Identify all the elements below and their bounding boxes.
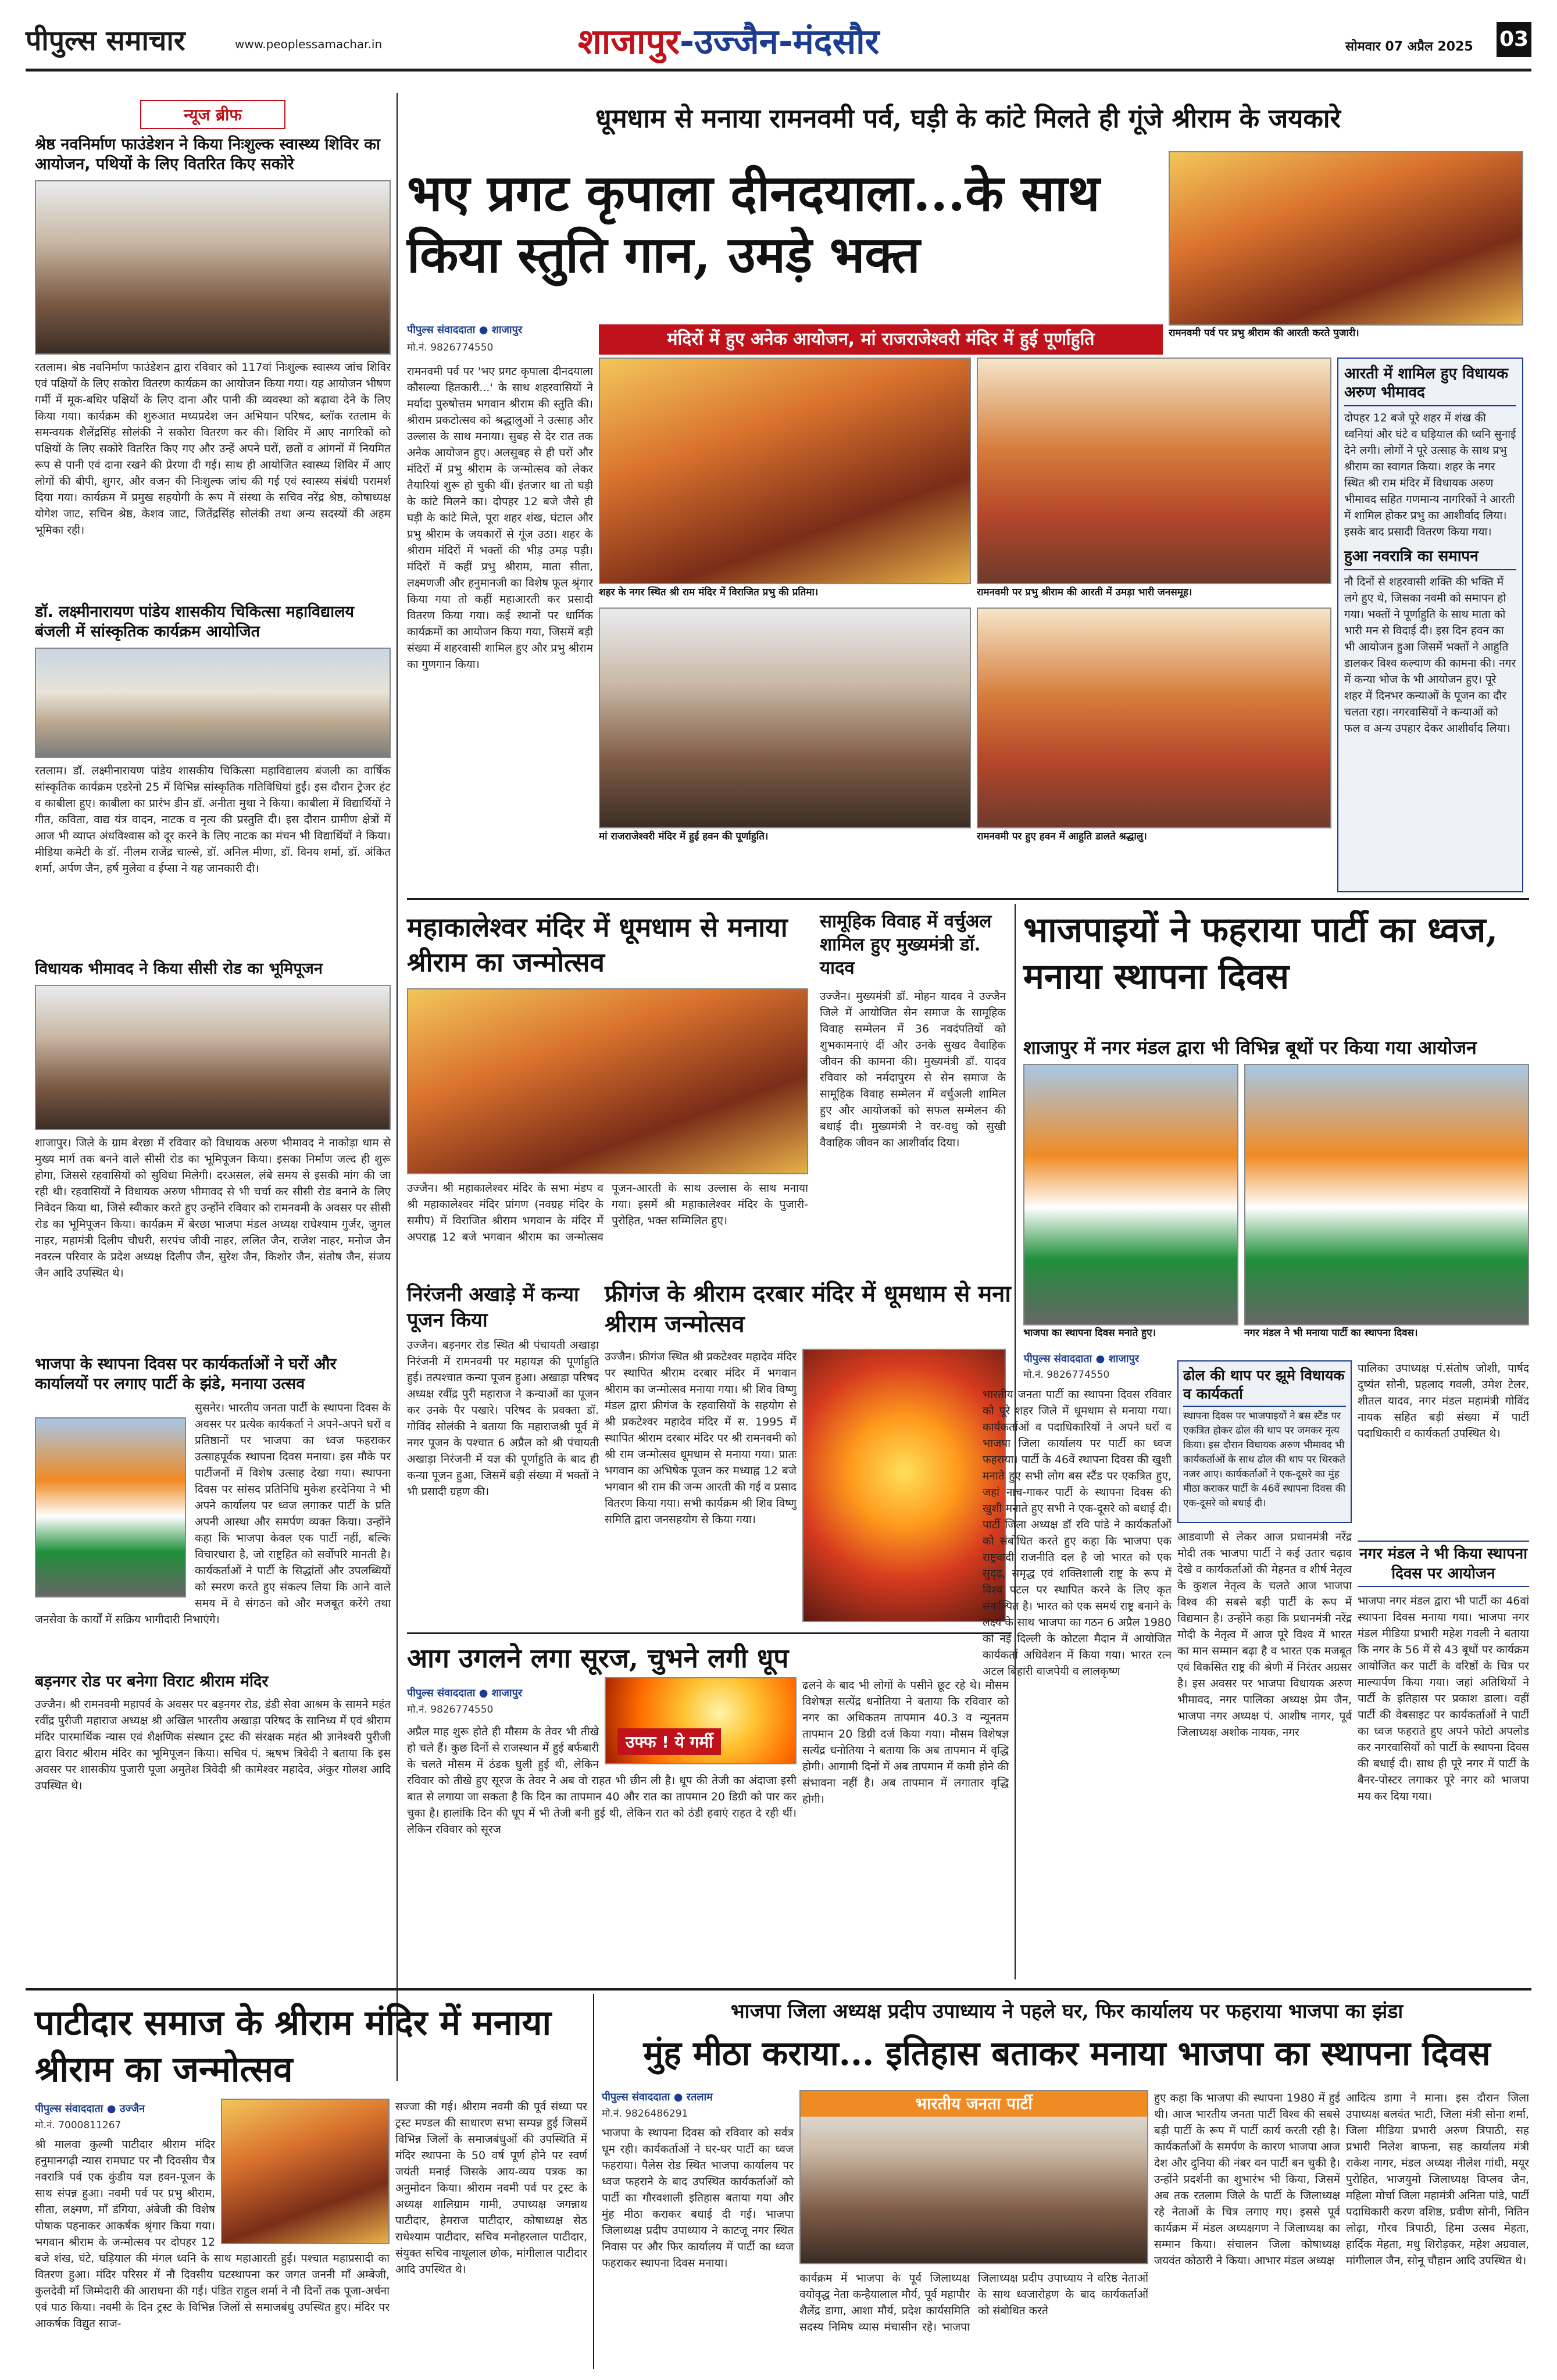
news-brief-column xyxy=(35,100,391,2245)
bjp-byline-name: पीपुल्स संवाददाता xyxy=(1023,1353,1092,1365)
lead-mobile: मो.नं. 9826774550 xyxy=(407,342,494,353)
lead-photo-bottom-right xyxy=(977,607,1331,828)
lead-photo-mid-right xyxy=(977,358,1331,584)
freeganj-photo xyxy=(802,1349,1006,1622)
patidar-headline: पाटीदार समाज के श्रीराम मंदिर में मनाया श्रीराम का जन्मोत्सव xyxy=(35,2003,551,2090)
lead-caption-bottom-right: रामनवमी पर हुए हवन में आहुति डालते श्रद्धालु। xyxy=(977,831,1147,842)
bjp-caption-left: भाजपा का स्थापना दिवस मनाते हुए। xyxy=(1023,1327,1156,1339)
patidar-byline-place: उज्जैन xyxy=(119,2103,145,2115)
freeganj-body: उज्जैन। फ्रीगंज स्थित श्री प्रकटेश्वर महादेव मंदिर पर स्थापित श्रीराम दरबार मंदिर में भगवान श्रीराम का जन्मोत्सव मनाया गया। श्री शिव विष्णु मंडल द्वारा फ्रीगंज के रहवासियों के सहयोग से श्री प्रकटेश्वर महादेव मंदिर में स. 1995 में स्थापित श्रीराम दरबार मंदिर पर श्री रामनवमी को श्री राम जन्मोत्सव धूमधाम से मनाया गया। प्रातः भगवान का अभिषेक पूजन कर मध्याह्न 12 बजे भगवान श्री राम की जन्म आरती की गई व प्रसाद वितरण किया गया। सभी कार्यक्रम श्री शिव विष्णु समिति द्वारा जनसहयोग से किया गया। xyxy=(605,1350,797,1526)
patidar-body-col1-text: श्री मालवा कुल्मी पाटीदार श्रीराम मंदिर हनुमानगढ़ी न्यास रामघाट पर नौ दिवसीय चैत्र नवरात्रि पर्व एक कुंडीय यज्ञ हवन-पूजन के साथ संपन्न हुआ। नवमी पर्व पर प्रभु श्रीराम, सीता, लक्ष्मण, माँ डंगिया, अंबेजी की विशेष पोषाक पहनाकर आकर्षक श्रृंगार किया गया। भगवान श्रीराम के जन्मोत्सव पर दोपहर 12 बजे शंख, घंटे, घड़ियाल की मंगल ध्वनि के साथ महाआरती हुई। पश्चात महाप्रसादी का वितरण हुआ। मंदिर परिसर में नौ दिवसीय घटस्थापना कर जगत जननी माँ अम्बेजी, कुलदेवी माँ जिम्मेदारी की आराधना की गई। पंडित राहुल शर्मा ने नौ दिनों तक पूजा-अर्चना एवं पाठ किया। नवमी के दिन ट्रस्ट के विभिन्न जिलों से समाजबंधु उपस्थित हुए। मंदिर पर आकर्षक विद्युत साज- xyxy=(35,2138,390,2330)
bjp-box-dhol xyxy=(1177,1360,1352,1523)
side-box-title2: हुआ नवरात्रि का समापन xyxy=(1344,547,1516,570)
brief5-body: उज्जैन। श्री रामनवमी महापर्व के अवसर पर बड़नगर रोड, डंडी सेवा आश्रम के सामने महंत रवींद्र पुरीजी महाराज अध्यक्ष श्री अखिल भारतीय अखाड़ा परिषद के सानिध्य में एवं श्रीराम मंदिर पारमार्थिक न्यास एवं शैक्षणिक संस्थान ट्रस्ट की संरक्षक महंत श्री ज्ञानेश्वरी पुरीजी द्वारा विराट श्रीराम मंदिर का भूमिपूजन किया। सचिव पं. ऋषभ त्रिवेदी ने बताया कि इस अवसर पर शासकीय पुजारी पूजा अमुतेश त्रिवेदी श्री कामेश्वर महादेव, अंकुर गोलश आदि उपस्थित थे। xyxy=(35,1698,391,1792)
lead-caption-bottom-left: मां राजराजेश्वरी मंदिर में हुई हवन की पूर्णाहुति। xyxy=(599,831,769,842)
lead-body: रामनवमी पर्व पर 'भए प्रगट कृपाला दीनदयाला कौसल्या हितकारी...' के साथ शहरवासियों ने मर्यादा पुरुषोत्तम भगवान श्रीराम की स्तुति की। श्रीराम प्रकटोत्सव को श्रद्धालुओं ने उत्साह और उल्लास के साथ मनाया। सुबह से देर रात तक अनेक आयोजन हुए। अलसुबह से ही घरों और मंदिरों में प्रभु श्रीराम के जन्मोत्सव को लेकर तैयारियां शुरू हो चुकी थीं। इंतजार था तो घड़ी के कांटे मिलने का। दोपहर 12 बजे जैसे ही घड़ी के कांटे मिले, पूरा शहर शंख, घंटाल और प्रभु श्रीराम के जयकारों से गूंज उठा। शहर के श्रीराम मंदिरों में भक्तों की भीड़ उमड़ पड़ी। मंदिरों में कहीं प्रभु श्रीराम, माता सीता, लक्ष्मणजी और हनुमानजी का विशेष फूल श्रृंगार किया गया तो कहीं महाआरती कर प्रसादी वितरण किया गया। कई स्थानों पर धार्मिक कार्यक्रमों का आयोजन किया गया, जिसमें बड़ी संख्या में शहरवासी शामिल हुए और प्रभु श्रीराम का गुणगान किया। xyxy=(407,365,593,671)
heat-byline: पीपुल्स संवाददाता ● शाजापुर xyxy=(407,1687,523,1699)
heat-body-left-text: अप्रैल माह शुरू होते ही मौसम के तेवर भी तीखे हो चले हैं। कुछ दिनों से राजस्थान में हुई बर्फबारी के चलते मौसम में ठंडक घुली हुई थी, लेकिन रविवार को तीखे हुए सूरज के तेवर ने अब वो राहत भी छीन ली है। धूप की तेजी का अंदाजा इसी बात से लगाया जा सकता है कि दिन का तापमान 40 और रात का तापमान 20 डिग्री को पार कर चुका है। हालांकि दिन की धूप में भी तेजी बनी हुई थी, लेकिन रात को ठंडी हवाएं राहत दे रही थीं। लेकिन रविवार को सूरज xyxy=(407,1725,797,1836)
ratlam-photo-banner: भारतीय जनता पार्टी xyxy=(801,2091,1147,2117)
mahakal-body: उज्जैन। श्री महाकालेश्वर मंदिर के सभा मंडप व श्री महाकालेश्वर मंदिर प्रांगण (नवग्रह मंदिर के समीप) में विराजित श्रीराम भगवान के मंदिर में अपराह्न 12 बजे भगवान श्रीराम का जन्मोत्सव पूजन-आरती के साथ उल्लास के साथ मनाया गया। इसमें श्री महाकालेश्वर मंदिर के पुजारी-पुरोहित, भक्त सम्मिलित हुए। xyxy=(407,1182,808,1243)
bjp-body-col2: आडवाणी से लेकर आज प्रधानमंत्री नरेंद्र मोदी तक भाजपा पार्टी ने कई उतार चढ़ाव देखे व कार्यकर्ताओं की मेहनत व शीर्ष नेतृत्व के कुशल नेतृत्व के चलते आज भाजपा विश्व की सबसे बड़ी पार्टी के रूप में विद्यमान है। उन्होंने कहा कि प्रधानमंत्री नरेंद्र मोदी के नेतृत्व में आज पूरे विश्व में भारत का मान सम्मान बढ़ा है व भारत एक मजबूत एवं विकसित राष्ट्र की श्रेणी में निरंतर अग्रसर है। इस अवसर पर भाजपा विधायक अरुण भीमावद, नगर पालिका अध्यक्ष प्रेम जैन, भाजपा नगर अध्यक्ष पं. आशीष नागर, पूर्व जिलाध्यक्ष अशोक नायक, नगर xyxy=(1177,1531,1352,1739)
brief5-headline: बड़नगर रोड पर बनेगा विराट श्रीराम मंदिर xyxy=(35,1673,269,1691)
mahakal-headline: महाकालेश्वर मंदिर में धूमधाम से मनाया श्रीराम का जन्मोत्सव xyxy=(407,912,788,978)
niranjani-headline: निरंजनी अखाड़े में कन्या पूजन किया xyxy=(407,1283,579,1332)
lead-photo-mid-left xyxy=(599,358,971,584)
news-brief-label: न्यूज ब्रीफ xyxy=(140,100,285,129)
brief2-body: रतलाम। डॉ. लक्ष्मीनारायण पांडेय शासकीय चिकित्सा महाविद्यालय बंजली का वार्षिक सांस्कृतिक कार्यक्रम एडरेनो 25 में विभिन्न सांस्कृतिक गतिविधियां हुईं। इस दौरान ट्रेजर हंट व काबीला हुए। काबीला का प्रारंभ डीन डॉ. अनीता मुथा ने किया। काबीला में विद्यार्थियों ने गीत, कविता, वाद्य यंत्र वादन, नाटक व नृत्य की प्रस्तुति दी। इस दौरान ग्रामीण क्षेत्रों में आज भी व्याप्त अंधविश्वास को दूर करने के लिए नाटक का मंचन भी विद्यार्थियों ने किया। मीडिया कमेटी के डॉ. नीलम राजेंद्र चाल्से, डॉ. अनिल मीणा, डॉ. विनय शर्मा, डॉ. अंकित शर्मा, अर्पण जैन, हर्ष मुलेवा व ईप्सा ने यह जानकारी दी। xyxy=(35,764,391,875)
brief3-body: शाजापुर। जिले के ग्राम बेरछा में रविवार को विधायक अरुण भीमावद ने नाकोड़ा धाम से मुख्य मार्ग तक बनने वाले सीसी रोड का भूमिपूजन किया। इसका निर्माण जल्द ही शुरू होगा, जिससे रहवासियों को सुविधा मिलेगी। दरअसल, लंबे समय से इसकी मांग की जा रही थी। रहवासियों ने विधायक अरुण भीमावद से भी चर्चा कर सीसी रोड बनाने के लिए निवेदन किया था, जिसे स्वीकार करते हुए उन्होंने रविवार को रामनवमी के अवसर पर सीसी रोड का भूमिपूजन किया। कार्यक्रम में बेरछा भाजपा मंडल अध्यक्ष राधेश्याम गुर्जर, जुगल नाहर, महामंत्री दिलीप चौधरी, सरपंच जीवी नाहर, ललित जैन, राजेश नाहर, मनोज जैन नवरत्न परिवार के प्रदेश अध्यक्ष दिलीप जैन, सुरेश जैन, किशोर जैन, संतोष जैन, संजय जैन आदि उपस्थित थे। xyxy=(35,1137,391,1280)
patidar-byline: पीपुल्स संवाददाता ● उज्जैन xyxy=(35,2103,145,2115)
ratlam-body-col1: भाजपा के स्थापना दिवस को रविवार को सर्वत्र धूम रही। कार्यकर्ताओं ने घर-घर पार्टी का ध्वज फहराया। पैलेस रोड स्थित भाजपा कार्यालय पर ध्वज फहराने के बाद उपस्थित कार्यकर्ताओं को पार्टी का गौरवशाली इतिहास बताया गया और मुंह मीठा कराकर बधाई दी गई। भाजपा जिलाध्यक्ष प्रदीप उपाध्याय ने काटजू नगर स्थित निवास पर और फिर कार्यालय में पार्टी का ध्वज फहराकर स्थापना दिवस मनाया। xyxy=(602,2127,794,2270)
paper-logo: पीपुल्स समाचार xyxy=(26,24,185,57)
brief1-headline: श्रेष्ठ नवनिर्माण फाउंडेशन ने किया निःशुल्क स्वास्थ्य शिविर का आयोजन, पथियों के लिए वितरित किए सकोरे xyxy=(35,135,381,173)
freeganj-headline: फ्रीगंज के श्रीराम दरबार मंदिर में धूमधाम से मना श्रीराम जन्मोत्सव xyxy=(605,1280,1011,1338)
mahakal-photo xyxy=(407,988,808,1174)
side-box-body2: नौ दिनों से शहरवासी शक्ति की भक्ति में लगे हुए थे, जिसका नवमी को समापन हो गया। भक्तों ने पूर्णाहुति के साथ माता को भारी मन से विदाई दी। इस दिन हवन का भी आयोजन हुआ जिसमें भक्तों ने आहुति डालकर विश्व कल्याण की कामना की। नगर में कन्या भोज के भी आयोजन हुए। पूरे शहर में दिनभर कन्याओं के पूजन का दौर चलता रहा। नगरवासियों ने कन्याओं को फल व अन्य उपहार देकर आशीर्वाद लिया। xyxy=(1344,576,1516,735)
lead-headline: भए प्रगट कृपाला दीनदयाला...के साथ किया स्तुति गान, उमड़े भक्त xyxy=(407,164,1100,284)
brief4-block xyxy=(35,1400,391,1667)
vivah-body: उज्जैन। मुख्यमंत्री डॉ. मोहन यादव ने उज्जैन जिले में आयोजित सेन समाज के सामूहिक विवाह सम्मेलन में 36 नवदंपतियों को शुभकामनाएं दीं और उनके सुखद वैवाहिक जीवन की कामना की। मुख्यमंत्री डॉ. यादव रविवार को नर्मदापुरम से सेन समाज के सामूहिक विवाह सम्मेलन में वर्चुअली शामिल हुए और आयोजकों को सफल सम्मेलन की बधाई दी। मुख्यमंत्री ने वर-वधु को सुखी वैवाहिक जीवन का आशीर्वाद दिया। xyxy=(820,990,1006,1149)
section-dash: - xyxy=(680,22,694,62)
heat-headline: आग उगलने लगा सूरज, चुभने लगी धूप xyxy=(407,1642,789,1674)
lead-byline-name: पीपुल्स संवाददाता xyxy=(407,324,476,336)
side-box-title1: आरती में शामिल हुए विधायक अरुण भीमावद xyxy=(1344,364,1516,406)
column-divider xyxy=(397,93,398,2081)
patidar-body-col2: सज्जा की गई। श्रीराम नवमी की पूर्व संध्या पर ट्रस्ट मण्डल की साधारण सभा सम्पन्न हुई जिसमें विभिन्न जिलों के समाजबंधुओं की उपस्थिति में मंदिर स्थापना के 50 वर्ष पूर्ण होने पर स्वर्ण जयंती मनाई जिसके आय-व्यय पत्रक का अनुमोदन किया। श्रीराम नवमी पर्व पर ट्रस्ट के अध्यक्ष शालिग्राम गामी, उपाध्यक्ष जगन्नाथ पाटीदार, हेमराज पाटीदार, कोषाध्यक्ष सेठ राधेश्याम पाटीदार, सचिव मनोहरलाल पाटीदार, संयुक्त सचिव नाथूलाल छोक, मांगीलाल पाटीदार आदि उपस्थित थे। xyxy=(395,2100,587,2276)
ratlam-byline-name: पीपुल्स संवाददाता xyxy=(602,2091,670,2103)
ratlam-kicker: भाजपा जिला अध्यक्ष प्रदीप उपाध्याय ने पहले घर, फिर कार्यालय पर फहराया भाजपा का झंडा xyxy=(730,2000,1404,2023)
ratlam-body-col2: कार्यक्रम में भाजपा के पूर्व जिलाध्यक्ष वयोवृद्ध नेता कन्हैयालाल मौर्य, पूर्व महापौर शैलेंद्र डागा, आशा मौर्य, प्रदेश कार्यसमिति सदस्य निमिष व्यास मंचासीन रहे। भाजपा जिलाध्यक्ष प्रदीप उपाध्याय ने वरिष्ठ नेताओं के साथ ध्वजारोहण के बाद कार्यकर्ताओं को संबोधित करते xyxy=(799,2272,1148,2333)
brief1-body: रतलाम। श्रेष्ठ नवनिर्माण फाउंडेशन द्वारा रविवार को 117वां निःशुल्क स्वास्थ्य जांच शिविर एवं पक्षियों के लिए सकोरा वितरण कार्यक्रम का आयोजन किया गया। यह आयोजन भीषण गर्मी में मूक-बधिर पक्षियों के लिए दाना और पानी की व्यवस्था को बढ़ावा देने के लिए किया गया। कार्यक्रम की शुरुआत मध्यप्रदेश जन अभियान परिषद, ब्लॉक रतलाम के समन्वयक शैलेंद्रसिंह सोलंकी ने सकोरा वितरण कर की। शिविर में आए नागरिकों को पक्षियों के लिए सकोरे वितरित किए गए और उन्हें अपने घरों, छतों व आंगनों में नियमित रूप से पानी एवं दाना रखने की प्रेरणा दी गई। साथ ही आयोजित स्वास्थ्य शिविर में आए लोगों की बीपी, शुगर, और वजन की निःशुल्क जांच की गई एवं स्वास्थ्य संबंधी परामर्श दिया गया। कार्यक्रम में प्रमुख सहयोगी के रूप में संस्था के सचिव नरेंद्र श्रेष्ठ, कोषाध्यक्ष योगेश जाट, सचिन श्रेष्ठ, केशव जाट, जितेंद्रसिंह सोलंकी तथा अन्य सदस्यों की अहम भूमिका रही। xyxy=(35,361,391,537)
lead-caption-mid-left: शहर के नगर स्थित श्री राम मंदिर में विराजित प्रभु की प्रतिमा। xyxy=(599,587,819,598)
bjp-photo-left xyxy=(1023,1064,1238,1325)
brief2-photo xyxy=(35,648,391,758)
lead-side-box xyxy=(1337,358,1523,892)
masthead xyxy=(26,16,1531,70)
bjp-headline: भाजपाइयों ने फहराया पार्टी का ध्वज, मनाया स्थापना दिवस xyxy=(1023,910,1498,997)
lead-byline-place: शाजापुर xyxy=(491,324,523,336)
heat-mobile: मो.नं. 9826774550 xyxy=(407,1704,494,1716)
website[interactable]: www.peoplessamachar.in xyxy=(235,37,383,51)
issue-date: सोमवार 07 अप्रैल 2025 xyxy=(1345,40,1473,54)
lead-subhead: मंदिरों में हुए अनेक आयोजन, मां राजराजेश्वरी मंदिर में हुई पूर्णाहुति xyxy=(599,324,1163,355)
heat-byline-name: पीपुल्स संवाददाता xyxy=(407,1687,476,1699)
brief4-photo xyxy=(35,1417,186,1598)
bjp-photo-right xyxy=(1244,1064,1529,1325)
lead-caption-top-right: रामनवमी पर्व पर प्रभु श्रीराम की आरती करते पुजारी। xyxy=(1169,327,1359,339)
brief3-photo xyxy=(35,985,391,1130)
ratlam-body-col3: हुए कहा कि भाजपा की स्थापना 1980 में हुई थी। आज भारतीय जनता पार्टी विश्व की सबसे बड़ी पार्टी के रूप में पार्टी कार्य करती रही है। कार्यकर्ताओं के समर्पण के कारण भाजपा आज देश और दुनिया की नंबर वन पार्टी बन चुकी है। उन्होंने प्रदर्शनी का शुभारंभ भी किया, जिसमें अब तक रतलाम जिले के पार्टी के जिलाध्यक्ष रहे नेताओं के चित्र लगाए गए। इससे पूर्व कार्यक्रम में मंडल अध्यक्षगण ने जिलाध्यक्ष का सम्मान किया। संचालन जिला कोषाध्यक्ष जयवंत कोठारी ने किया। आभार मंडल अध्यक्ष xyxy=(1154,2092,1340,2267)
lead-caption-mid-right: रामनवमी पर प्रभु श्रीराम की आरती में उमड़ा भारी जनसमूह। xyxy=(977,587,1192,598)
bjp-box2-body: भाजपा नगर मंडल द्वारा भी पार्टी का 46वां स्थापना दिवस मनाया गया। भाजपा नगर मंडल मीडिया प्रभारी महेश गवली ने बताया कि नगर के 56 में से 43 बूथों पर कार्यक्रम आयोजित कर पार्टी के वरिष्ठों के चित्र पर माल्यार्पण किया गया। जहां अतिथियों ने पार्टी के इतिहास पर प्रकाश डाला। वहीं पार्टी की वेबसाइट पर कार्यकर्ताओं ने पार्टी का ध्वज फहराते हुए अपने फोटो अपलोड कर नगरवासियों को पार्टी के स्थापना दिवस की बधाई दी। साथ ही पूरे नगर में पार्टी के बैनर-पोस्टर लगाकर पूरे नगर को भाजपा मय कर दिया गया। xyxy=(1358,1595,1529,1803)
lead-photo-bottom-left xyxy=(599,607,971,828)
brief3-headline: विधायक भीमावद ने किया सीसी रोड का भूमिपूजन xyxy=(35,960,323,978)
bjp-caption-right: नगर मंडल ने भी मनाया पार्टी का स्थापना दिवस। xyxy=(1244,1327,1418,1339)
ratlam-body-col4: आदित्य डागा ने माना। इस दौरान जिला उपाध्यक्ष बलवंत भाटी, जिला मंत्री सोना शर्मा, जिला मीडिया प्रभारी अरुण त्रिपाठी, सह प्रभारी निलेश बाफना, सह कार्यालय मंत्री राकेश नागर, मंडल अध्यक्ष नीलेश गांधी, मयूर पुरोहित, भाजयुमो जिलाध्यक्ष विप्लव जैन, महिला मोर्चा जिला महामंत्री अनिता पांडे, पार्टी पदाधिकारी करण वशिष्ठ, प्रवीण सोनी, नितिन लोढ़ा, गौरव त्रिपाठी, हिमा उत्सव मेहता, हार्दिक मेहता, मधु शिरोड़कर, महेश अग्रवाल, मांगीलाल जैन, सोनू चौहान आदि उपस्थित थे। xyxy=(1346,2092,1529,2267)
patidar-body-col1 xyxy=(35,2136,390,2369)
heat-body-right: ढलने के बाद भी लोगों के पसीने छूट रहे थे। मौसम विशेषज्ञ सत्येंद्र धनोतिया ने बताया कि रविवार को नगर का अधिकतम तापमान 40.3 व न्यूनतम तापमान 20 डिग्री दर्ज किया गया। मौसम विशेषज्ञ सत्येंद्र धनोतिया ने बताया कि अब तापमान में वृद्धि होगी। आगामी दिनों में अब तापमान में कमी होने की संभावना नहीं है। अब तापमान में लगातार वृद्धि होगी। xyxy=(802,1679,1009,1806)
ratlam-byline: पीपुल्स संवाददाता ● रतलाम xyxy=(602,2091,713,2103)
section-rule-1 xyxy=(407,898,1529,900)
ratlam-mobile: मो.नं. 9826486291 xyxy=(602,2108,688,2120)
patidar-byline-name: पीपुल्स संवाददाता xyxy=(35,2103,103,2115)
masthead-rule xyxy=(26,69,1531,72)
lead-byline: पीपुल्स संवाददाता ● शाजापुर xyxy=(407,324,523,336)
side-box-body1: दोपहर 12 बजे पूरे शहर में शंख की ध्वनियां और घंटे व घड़ियाल की ध्वनि सुनाई देने लगी। लोगों ने पूरे उत्साह के साथ प्रभु श्रीराम का स्वागत किया। शहर के नगर स्थित श्री राम मंदिर में विधायक अरुण भीमावद सहित गणमान्य नागरिकों ने आरती में शामिल होकर प्रभु का आशीर्वाद लिया। इसके बाद प्रसादी वितरण किया गया। xyxy=(1344,412,1516,538)
brief4-headline: भाजपा के स्थापना दिवस पर कार्यकर्ताओं ने घरों और कार्यालयों पर लगाए पार्टी के झंडे, मनाया उत्सव xyxy=(35,1355,337,1393)
patidar-mobile: मो.नं. 7000811267 xyxy=(35,2120,122,2131)
section-title-part1: शाजापुर xyxy=(578,22,680,62)
page-number: 03 xyxy=(1497,22,1531,57)
column-divider-3 xyxy=(593,1994,594,2369)
section-rule-3 xyxy=(26,1988,1531,1991)
lead-kicker: धूमधाम से मनाया रामनवमी पर्व, घड़ी के कांटे मिलते ही गूंजे श्रीराम के जयकारे xyxy=(595,103,1341,134)
ratlam-byline-place: रतलाम xyxy=(686,2091,713,2103)
heat-badge: उफ्फ ! ये गर्मी xyxy=(617,1728,721,1755)
section-title-part2: उज्जैन-मंदसौर xyxy=(694,22,880,62)
bjp-box-dhol-body: स्थापना दिवस पर भाजपाइयों ने बस स्टैंड पर एकत्रित होकर ढोल की थाप पर जमकर नृत्य किया। इस दौरान विधायक अरुण भीमावद भी कार्यकर्ताओं के साथ ढोल की थाप पर थिरकते नजर आए। कार्यकर्ताओं ने एक-दूसरे का मुंह मीठा कराकर पार्टी के 46वें स्थापना दिवस की एक-दूसरे को बधाई दी। xyxy=(1183,1410,1346,1509)
bjp-box2-title: नगर मंडल ने भी किया स्थापना दिवस पर आयोजन xyxy=(1358,1541,1529,1587)
bjp-body-col3: पालिका उपाध्यक्ष पं.संतोष जोशी, पार्षद दुष्यंत सोनी, प्रहलाद गवली, उमेश टेलर, शीतल यादव, नगर मंडल महामंत्री गोविंद नायक सहित बड़ी संख्या में पार्टी पदाधिकारी व कार्यकर्ता उपस्थित थे। xyxy=(1358,1362,1529,1440)
ratlam-photo xyxy=(799,2090,1148,2264)
bjp-box-dhol-title: ढोल की थाप पर झूमे विधायक व कार्यकर्ता xyxy=(1183,1366,1346,1407)
brief2-headline: डॉ. लक्ष्मीनारायण पांडेय शासकीय चिकित्सा महाविद्यालय बंजली में सांस्कृतिक कार्यक्रम आयोजित xyxy=(35,603,355,641)
heat-byline-place: शाजापुर xyxy=(491,1687,523,1699)
lead-photo-top-right xyxy=(1169,151,1523,326)
bjp-byline-place: शाजापुर xyxy=(1108,1353,1140,1365)
section-title xyxy=(578,16,879,64)
heat-body-left xyxy=(407,1724,797,1979)
vivah-headline: सामूहिक विवाह में वर्चुअल शामिल हुए मुख्यमंत्री डॉ. यादव xyxy=(820,911,992,978)
brief1-photo xyxy=(35,180,391,355)
bjp-mobile: मो.नं. 9826774550 xyxy=(1023,1369,1110,1381)
bjp-body-col1: भारतीय जनता पार्टी का स्थापना दिवस रविवार को पूरे शहर जिले में धूमधाम से मनाया गया। कार्यकर्ताओं व पदाधिकारियों ने अपने घरों व भाजपा जिला कार्यालय पर पार्टी का ध्वज फहराया। पार्टी के 46वें स्थापना दिवस की खुशी मनाते हुए सभी लोग बस स्टैंड पर एकत्रित हुए, जहां नाच-गाकर पार्टी के स्थापना दिवस की खुशी मनाते हुए सभी ने एक-दूसरे को बधाई दी। पार्टी जिला अध्यक्ष डॉ रवि पांडे ने कार्यकर्ताओं को संबोधित करते हुए कहा कि भाजपा एक राष्ट्रवादी राजनीति दल है जो भारत को एक सुदृढ़, समृद्ध एवं शक्तिशाली राष्ट्र के रूप में विश्व पटल पर स्थापित करने के लिए कृत संकल्पित है। भारत को एक समर्थ राष्ट्र बनाने के लक्ष्य के साथ भाजपा का गठन 6 अप्रैल 1980 को नई दिल्ली के कोटला मैदान में आयोजित कार्यकर्ता अधिवेशन में किया गया। भारत रत्न अटल बिहारी वाजपेयी व लालकृष्ण xyxy=(983,1388,1172,1678)
bjp-byline: पीपुल्स संवाददाता ● शाजापुर xyxy=(1023,1353,1140,1365)
niranjani-body: उज्जैन। बड़नगर रोड स्थित श्री पंचायती अखाड़ा निरंजनी में रामनवमी पर महायज्ञ की पूर्णाहुति हुई। तत्पश्चात कन्या पूजन हुआ। अखाड़ा परिषद अध्यक्ष रवींद्र पुरी महाराज ने कन्याओं का पूजन कर उनके पैर पखारे। परिषद के प्रवक्ता डॉ. गोविंद सोलंकी ने बताया कि महाराजश्री पूर्व में नगर पूजन के पश्चात 6 अप्रैल को श्री पंचायती अखाड़ा निरंजनी में यज्ञ की पूर्णाहुति के बाद ही कन्या पूजन हुआ, जिसमें बड़ी संख्या में भक्तों ने भी प्रसादी ग्रहण की। xyxy=(407,1339,599,1498)
bjp-subhead: शाजापुर में नगर मंडल द्वारा भी विभिन्न बूथों पर किया गया आयोजन xyxy=(1023,1037,1477,1059)
section-rule-2 xyxy=(407,1632,1012,1634)
brief4-body-text: सुसनेर। भारतीय जनता पार्टी के स्थापना दिवस के अवसर पर प्रत्येक कार्यकर्ता ने अपने-अपने घरों व प्रतिष्ठानों पर भाजपा का ध्वज फहराकर उत्साहपूर्वक स्थापना दिवस मनाया। इस मौके पर पार्टीजनों में विशेष उत्साह देखा गया। स्थापना दिवस पर सांसद प्रतिनिधि मुकेश हरदेनिया ने भी अपने कार्यालय पर ध्वज लगाकर पार्टी के प्रति अपनी आस्था और समर्पण व्यक्त किया। उन्होंने कहा कि भाजपा केवल एक पार्टी नहीं, बल्कि विचारधारा है, जो राष्ट्रहित को सर्वोपरि मानती है। कार्यकर्ताओं ने पार्टी के सिद्धांतों और उपलब्धियों को स्मरण करते हुए संकल्प लिया कि आने वाले समय में वे संगठन को और मजबूत करेंगे तथा जनसेवा के कार्यों में सक्रिय भागीदारी निभाएंगे। xyxy=(35,1402,391,1626)
ratlam-headline: मुंह मीठा कराया... इतिहास बताकर मनाया भाजपा का स्थापना दिवस xyxy=(643,2034,1491,2073)
